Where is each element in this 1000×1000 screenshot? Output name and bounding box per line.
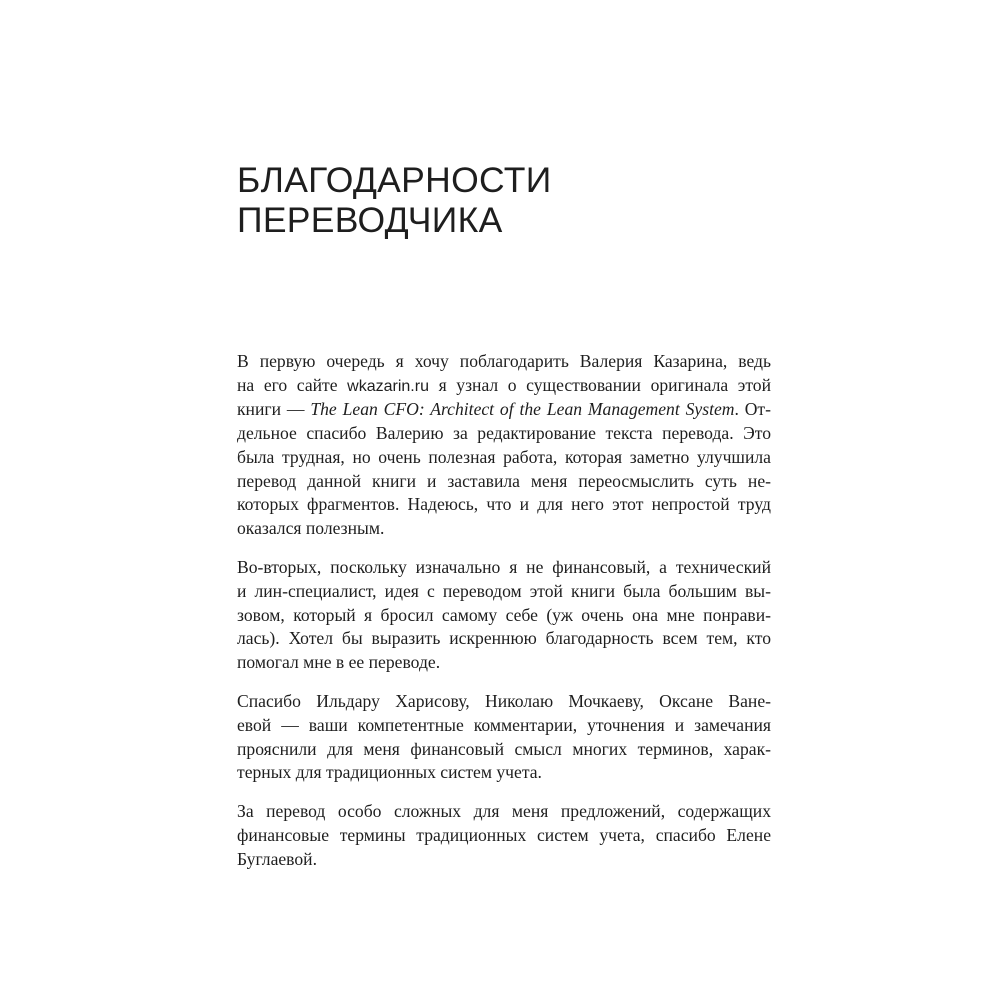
text-line: евой — ваши компетентные комментарии, уточнения и замечания bbox=[237, 714, 771, 735]
text-line: Во-вторых, поскольку изначально я не финансовый, а технический bbox=[237, 557, 771, 578]
text-line: терных для традиционных систем учета. bbox=[237, 762, 542, 783]
book-title: The Lean CFO: Architect of the Lean Management System bbox=[310, 399, 735, 420]
text-fragment: я узнал о существовании оригинала этой bbox=[428, 374, 771, 395]
text-line: зовом, который я бросил самому себе (уж очень она мне понрави- bbox=[237, 604, 771, 625]
text-line: Спасибо Ильдару Харисову, Николаю Мочкаеву, Оксане Ване- bbox=[237, 691, 771, 712]
paragraph-4 bbox=[237, 800, 771, 871]
text-line: дельное спасибо Валерию за редактирование текста перевода. Это bbox=[237, 423, 771, 444]
text-line: перевод данной книги и заставила меня переосмыслить суть не- bbox=[237, 470, 771, 491]
text-line: Буглаевой. bbox=[237, 848, 317, 869]
page-title-line-1: БЛАГОДАРНОСТИ bbox=[237, 160, 552, 200]
text-line bbox=[237, 398, 771, 422]
paragraph-1 bbox=[237, 350, 771, 541]
text-line: прояснили для меня финансовый смысл многих терминов, харак- bbox=[237, 738, 771, 759]
text-line: и лин-специалист, идея с переводом этой книги была большим вы- bbox=[237, 580, 771, 601]
paragraph-3 bbox=[237, 690, 771, 785]
paragraph-2 bbox=[237, 556, 771, 675]
text-fragment: на его сайте bbox=[237, 374, 348, 395]
text-line: которых фрагментов. Надеюсь, что и для него этот непростой труд bbox=[237, 494, 771, 515]
text-line: За перевод особо сложных для меня предложений, содержащих bbox=[237, 801, 771, 822]
text-line: финансовые термины традиционных систем учета, спасибо Елене bbox=[237, 825, 771, 846]
text-line: помогал мне в ее переводе. bbox=[237, 651, 441, 672]
text-line: была трудная, но очень полезная работа, которая заметно улучшила bbox=[237, 446, 771, 467]
website-name: wkazarin.ru bbox=[347, 377, 429, 395]
text-fragment: книги — bbox=[237, 399, 311, 420]
page-title-line-2: ПЕРЕВОДЧИКА bbox=[237, 200, 503, 240]
text-fragment: . От- bbox=[734, 399, 771, 420]
text-line bbox=[237, 374, 771, 399]
text-line: В первую очередь я хочу поблагодарить Валерия Казарина, ведь bbox=[237, 351, 771, 371]
text-line: лась). Хотел бы выразить искреннюю благодарность всем тем, кто bbox=[237, 628, 771, 649]
body-text bbox=[237, 350, 771, 887]
text-line: оказался полезным. bbox=[237, 517, 385, 538]
page-title bbox=[237, 160, 797, 240]
